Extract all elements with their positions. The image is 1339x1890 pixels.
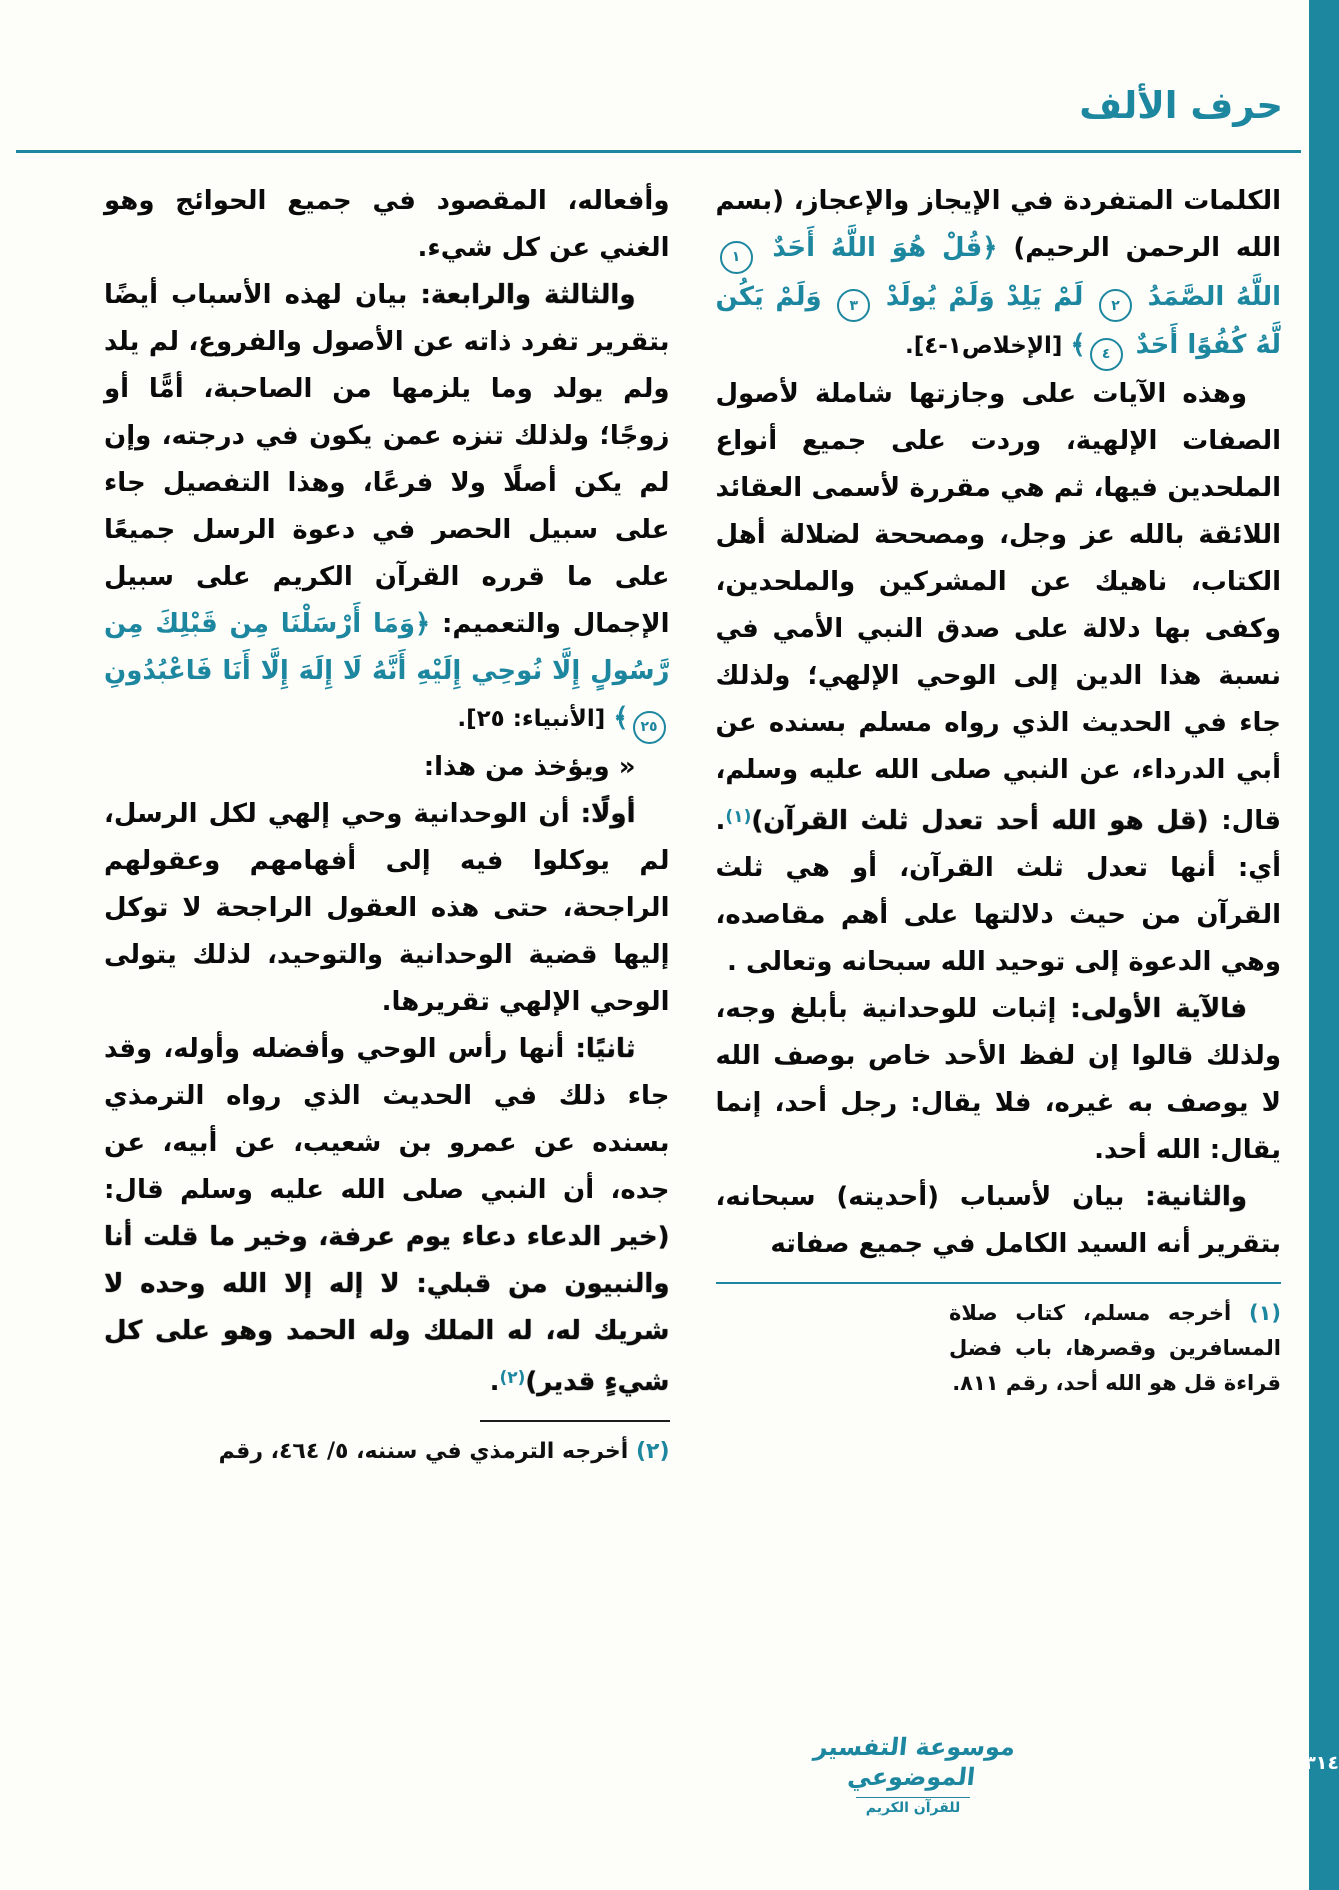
paragraph — [716, 1174, 1282, 1268]
footnote — [949, 1296, 1281, 1401]
quran-verse: ﴾ — [613, 703, 629, 733]
ayah-number-medallion: ٣ — [837, 289, 870, 322]
paragraph — [104, 272, 670, 744]
footnote-number: (٢) — [628, 1438, 670, 1464]
verse-reference: [الإخلاص١-٤]. — [904, 333, 1071, 359]
hadith-text: (خير الدعاء دعاء يوم عرفة، وخير ما قلت أنا والنبيون من قبلي: لا إله إلا الله وحده لا شريك له، له الملك وله الحمد وهو على كل شيءٍ قدير) — [104, 1221, 670, 1397]
ayah-number-medallion: ١ — [720, 241, 753, 274]
footnote-text: أخرجه الترمذي في سننه، ٥/ ٤٦٤، رقم — [218, 1438, 629, 1464]
paragraph — [716, 371, 1282, 986]
text-run: . — [489, 1366, 500, 1397]
quran-verse: ﴿قُلْ هُوَ اللَّهُ أَحَدٌ — [756, 233, 998, 263]
column-right — [716, 178, 1282, 1469]
quran-verse: لَمْ يَلِدْ وَلَمْ يُولَدْ — [874, 281, 1095, 312]
column-left — [104, 178, 670, 1469]
verse-reference: [الأنبياء: ٢٥]. — [457, 706, 614, 732]
text-run: أنها رأس الوحي وأفضله وأوله، وقد جاء ذلك في الحديث الذي رواه الترمذي بسنده عن عمرو بن شعيب، عن أبيه، عن جده، أن النبي صلى الله عليه وسلم قال: — [104, 1033, 670, 1205]
paragraph — [716, 178, 1282, 371]
text-run: الكلمات المتفردة في الإيجاز والإعجاز، (بسم الله الرحمن الرحيم) — [715, 186, 1281, 263]
paragraph — [716, 986, 1282, 1174]
text-run: وهذه الآيات على وجازتها شاملة لأصول الصفات الإلهية، وردت على جميع أنواع الملحدين فيها، ثم هي مقررة لأسمى العقائد اللائقة بالله عز وجل، ومصححة لضلالة أهل الكتاب، ناهيك عن المشركين والملحدين، وكفى بها دلالة على صدق النبي الأمي في نسبة هذا الدين إلى الوحي الإلهي؛ ولذلك جاء في الحديث الذي رواه مسلم بسنده عن أبي الدرداء، عن النبي صلى الله عليه وسلم، قال: — [715, 378, 1281, 836]
inline-heading: والثانية: — [1145, 1181, 1247, 1212]
text-run: وأفعاله، المقصود في جميع الحوائج وهو الغني عن كل شيء. — [104, 186, 670, 263]
ayah-number-medallion: ٢٥ — [633, 711, 666, 744]
quran-verse: ﴾ — [1070, 330, 1086, 360]
ayah-number-medallion: ٢ — [1099, 289, 1132, 322]
quran-verse: اللَّهُ الصَّمَدُ — [1136, 281, 1281, 312]
footnote-marker: (١) — [725, 806, 752, 827]
chapter-header — [1079, 84, 1283, 127]
text-run: بيان لهذه الأسباب أيضًا بتقرير تفرد ذاته عن الأصول والفروع، لم يلد ولم يولد وما يلزمها من الصاحبة، أمًّا أو زوجًا؛ ولذلك تنزه عمن يكون في درجته، وإن لم يكن أصلًا ولا فرعًا، وهذا التفصيل جاء على سبيل الحصر في دعوة الرسل جميعًا على ما قرره القرآن الكريم على سبيل الإجمال والتعميم: — [104, 280, 670, 639]
header-rule — [16, 150, 1301, 153]
paragraph — [104, 1026, 670, 1406]
page-content — [104, 178, 1281, 1469]
inline-heading: أولًا: — [580, 798, 636, 829]
footnote-text: أخرجه مسلم، كتاب صلاة المسافرين وقصرها، باب فضل قراءة قل هو الله أحد، رقم ٨١١. — [949, 1300, 1281, 1395]
paragraph — [104, 744, 670, 791]
inline-heading: ثانيًا: — [575, 1033, 636, 1064]
text-run: أن الوحدانية وحي إلهي لكل الرسل، لم يوكلوا فيه إلى أفهامهم وعقولهم الراجحة، حتى هذه العقول الراجحة لا توكل إليها قضية الوحدانية والتوحيد، لذلك يتولى الوحي الإلهي تقريرها. — [104, 798, 670, 1017]
footnote-marker: (٢) — [499, 1367, 526, 1388]
paragraph — [104, 791, 670, 1026]
page-number: ٣١٤ — [1304, 1752, 1339, 1774]
page-edge-strip — [1304, 0, 1339, 1890]
emblem-subtitle: للقرآن الكريم — [856, 1797, 971, 1816]
footnote-separator — [716, 1282, 1282, 1284]
footnote — [104, 1434, 670, 1469]
publisher-emblem — [806, 1732, 1020, 1816]
text-run: . أي: أنها تعدل ثلث القرآن، أو هي ثلث القرآن من حيث دلالتها على أهم مقاصده، وهي الدعوة إلى توحيد الله سبحانه وتعالى . — [715, 805, 1281, 977]
inline-heading: والثالثة والرابعة: — [420, 280, 636, 310]
paragraph — [104, 178, 670, 272]
emblem-title: موسوعة التفسير الموضوعي — [812, 1733, 1017, 1791]
text-run: « ويؤخذ من هذا: — [423, 751, 636, 782]
inline-heading: فالآية الأولى: — [1070, 993, 1247, 1024]
footnote-number: (١) — [1231, 1300, 1281, 1325]
footnote-block — [104, 1420, 670, 1469]
footnote-block — [716, 1282, 1282, 1401]
hadith-text: (قل هو الله أحد تعدل ثلث القرآن) — [751, 805, 1209, 836]
footnote-separator — [480, 1420, 670, 1422]
ayah-number-medallion: ٤ — [1090, 338, 1123, 371]
text-run: بيان لأسباب (أحديته) سبحانه، بتقرير أنه السيد الكامل في جميع صفاته — [715, 1181, 1281, 1259]
text-run: إثبات للوحدانية بأبلغ وجه، ولذلك قالوا إن لفظ الأحد خاص بوصف الله لا يوصف به غيره، فلا يقال: رجل أحد، إنما يقال: الله أحد. — [715, 993, 1281, 1165]
chapter-title: حرف الألف — [1079, 84, 1283, 127]
quran-verse: ﴿وَمَا أَرْسَلْنَا مِن قَبْلِكَ مِن رَّسُولٍ إِلَّا نُوحِي إِلَيْهِ أَنَّهُ لَا إِلَهَ إِلَّا أَنَا فَاعْبُدُونِ — [104, 609, 670, 686]
quran-verse: وَلَمْ يَكُن لَّهُ كُفُوًا أَحَدٌ — [715, 281, 1281, 360]
